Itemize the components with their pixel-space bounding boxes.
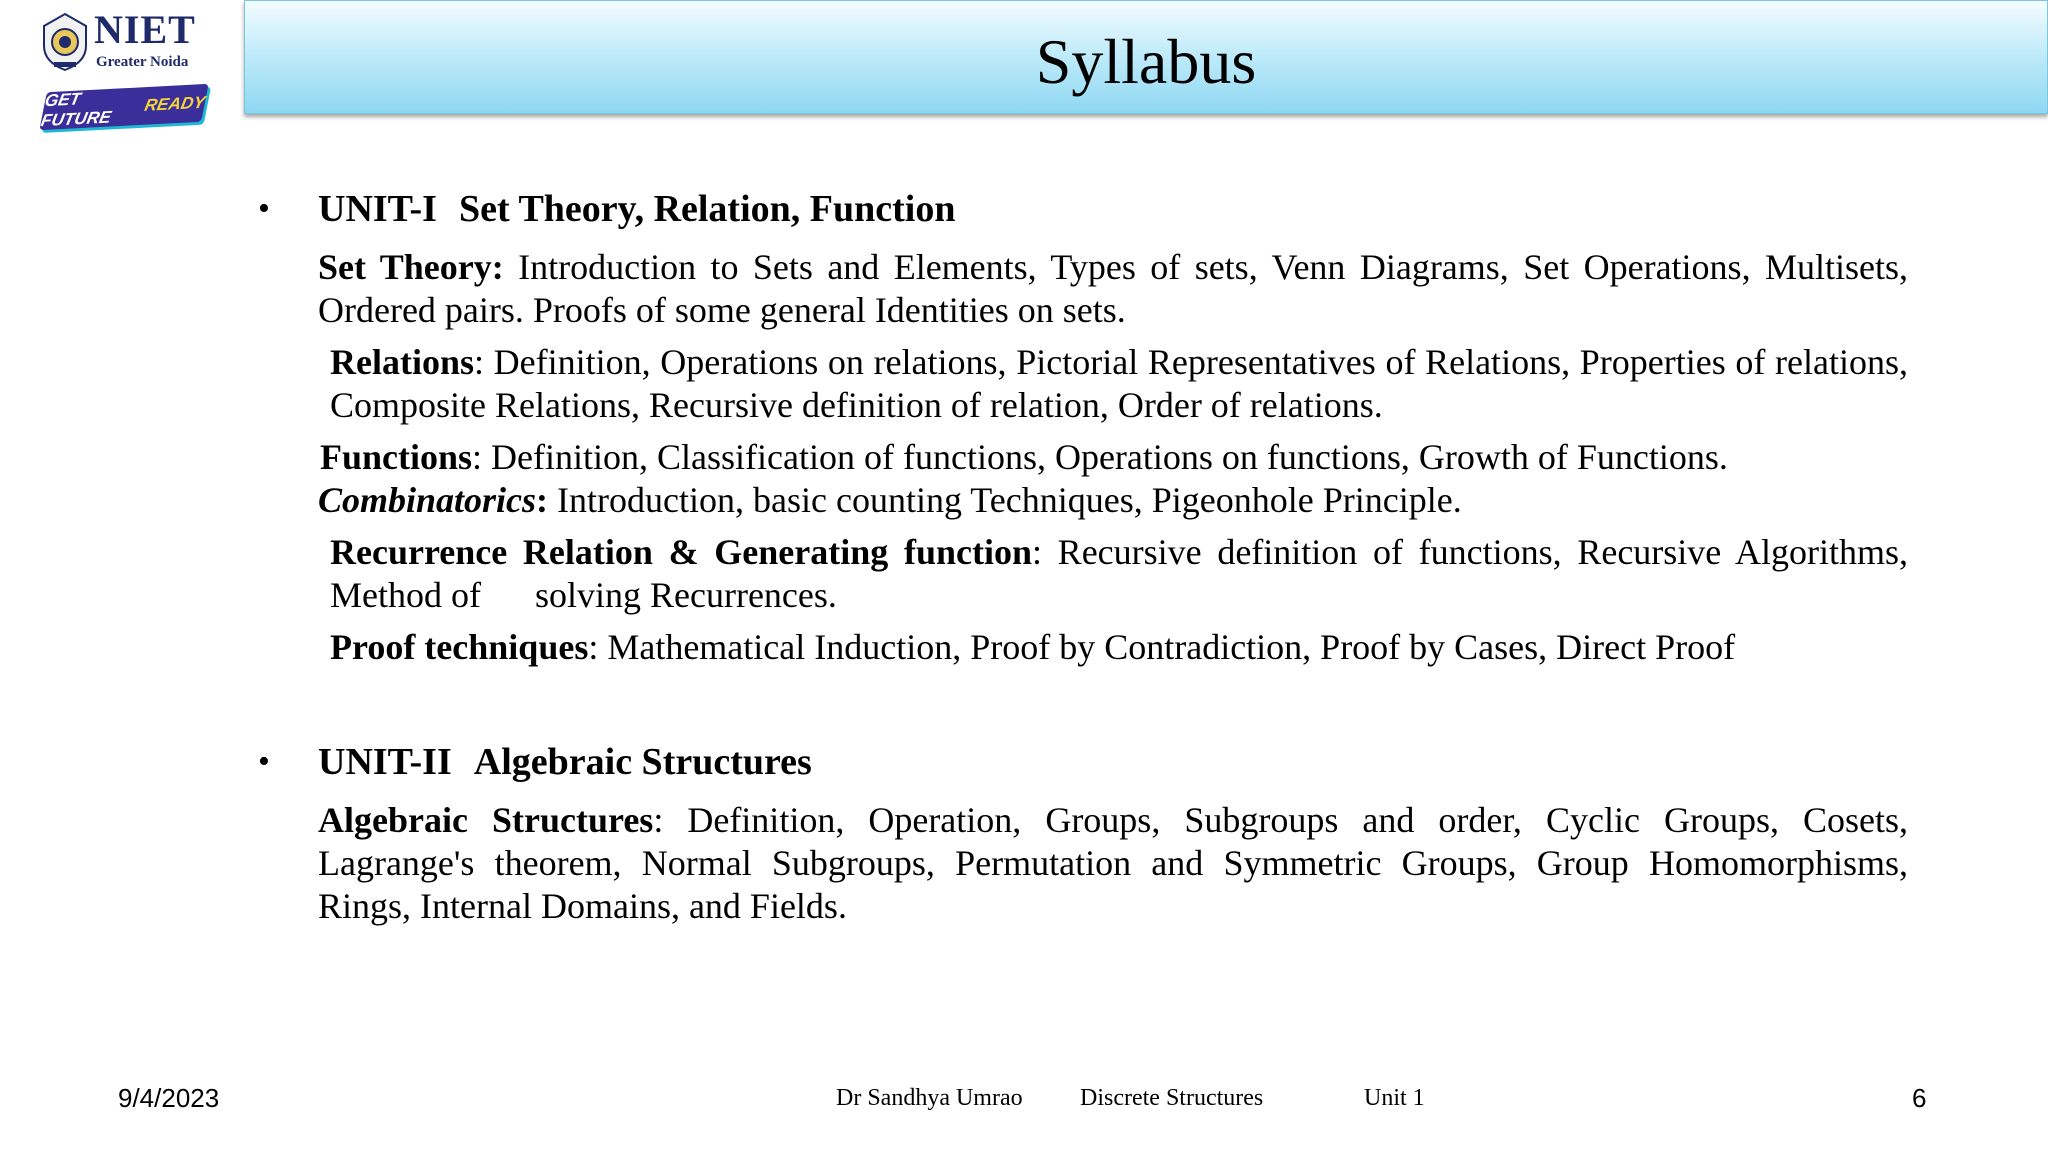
topic-text: : Definition, Classification of functions, Operations on functions, Growth of Functions. [472,437,1728,477]
logo-tagline-part2: READY [142,92,207,115]
topic-set-theory [318,246,1908,332]
topic-text: : Recursive definition of functions, Recursive Algorithms, Method of solving Recurrences. [330,532,1917,615]
footer-unit: Unit 1 [1364,1085,1425,1111]
logo-name: NIET [94,7,196,52]
footer-date: 9/4/2023 [118,1083,220,1113]
slide-title: Syllabus [1035,26,1257,97]
footer-author: Dr Sandhya Umrao [836,1085,1023,1111]
topic-proof-techniques [318,626,1908,669]
topic-term: Combinatorics [318,480,537,520]
topic-recurrence [318,531,1917,617]
topic-text: : Definition, Operation, Groups, Subgroups and order, Cyclic Groups, Cosets, Lagrange's theorem, Normal Subgroups, Permutation and Symmetric Groups, Group Homomorphisms, Rings, Internal Domains, and Fields. [318,800,1908,926]
logo-subtitle: Greater Noida [96,54,189,70]
topic-text: Introduction, basic counting Techniques, Pigeonhole Principle. [548,480,1462,520]
topic-term: Set Theory: [318,247,504,287]
unit-number: UNIT-I [318,188,437,230]
topic-functions [318,436,1908,479]
topic-term: Recurrence Relation & Generating function [330,532,1032,572]
logo-tagline-part1: GET FUTURE [39,89,113,131]
section-gap [252,669,1908,739]
topic-term: Functions [320,437,473,477]
topic-term-colon: : [536,480,549,520]
syllabus-content [252,186,1917,928]
bullet-icon: • [258,743,270,780]
topic-text: Introduction to Sets and Elements, Types of sets, Venn Diagrams, Set Operations, Multisets, Ordered pairs. Proofs of some general Identities on sets. [318,247,1908,330]
topic-text: : Definition, Operations on relations, Pictorial Representatives of Relations, Properties of relations, Composite Relations, Recursive definition of relation, Order of relations. [330,342,1908,425]
topic-text: : Mathematical Induction, Proof by Contradiction, Proof by Cases, Direct Proof [588,627,1736,667]
niet-logo [36,7,212,131]
logo-tagline [39,84,208,130]
unit-heading-2 [252,739,1908,785]
topic-term: Relations [330,342,474,382]
topic-algebraic-structures [318,799,1908,928]
footer-subject: Discrete Structures [1080,1085,1264,1111]
unit-heading-1 [252,186,1908,232]
unit-name: Algebraic Structures [473,741,812,783]
title-bar [244,0,2048,114]
college-seal-icon [40,12,90,72]
unit-number: UNIT-II [318,741,452,783]
unit-name: Set Theory, Relation, Function [458,188,956,230]
bullet-icon: • [258,190,270,227]
topic-combinatorics [318,479,1908,522]
footer-page-number: 6 [1912,1083,1927,1113]
topic-term: Proof techniques [330,627,589,667]
topic-term: Algebraic Structures [318,800,654,840]
topic-relations [318,341,1908,427]
